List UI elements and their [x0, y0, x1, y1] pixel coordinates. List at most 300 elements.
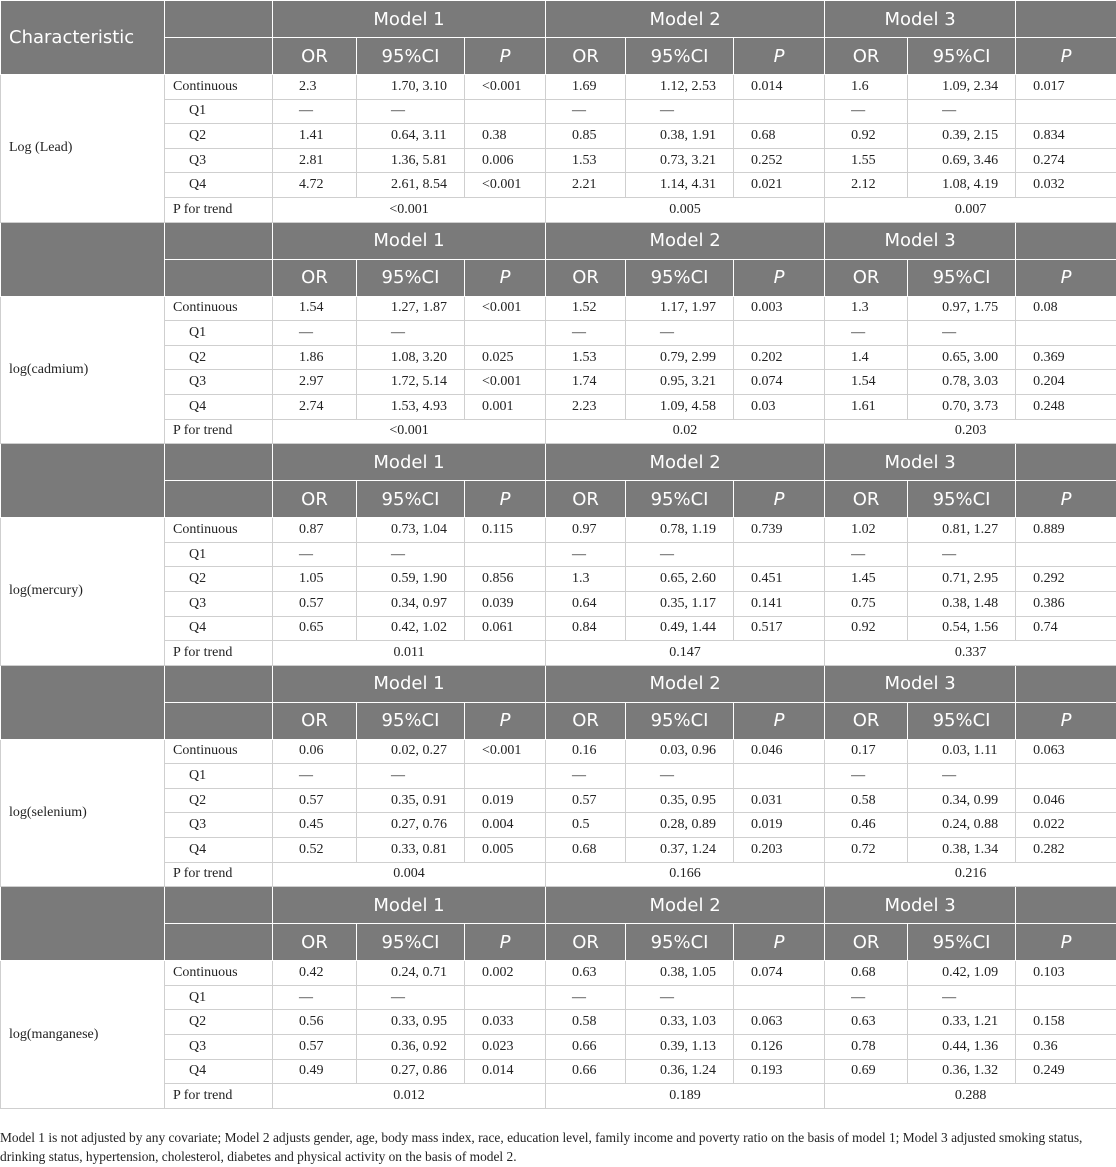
ci-value: 0.03, 1.11 — [908, 739, 1016, 764]
or-value: — — [825, 321, 908, 346]
table-row — [1, 961, 1116, 986]
or-value: 0.49 — [273, 1059, 357, 1084]
header-row-models — [1, 1, 1116, 38]
ci-value: 0.54, 1.56 — [908, 616, 1016, 641]
p-value: 0.003 — [734, 296, 825, 321]
or-value: 2.21 — [546, 173, 626, 198]
p-value — [734, 321, 825, 346]
or-value: 1.6 — [825, 75, 908, 100]
table-row — [1, 591, 1116, 616]
or-value: 0.92 — [825, 124, 908, 149]
or-value: — — [825, 764, 908, 789]
row-label: Q2 — [165, 567, 273, 592]
p-value: 0.103 — [1016, 961, 1116, 986]
or-value: 0.58 — [825, 788, 908, 813]
ci-value: 0.33, 1.21 — [908, 1010, 1016, 1035]
or-value: 1.61 — [825, 394, 908, 419]
row-label: Q1 — [165, 764, 273, 789]
ci-header: 95%CI — [357, 924, 465, 961]
or-header: OR — [825, 481, 908, 518]
ci-value: 0.70, 3.73 — [908, 394, 1016, 419]
ci-value: 0.78, 3.03 — [908, 370, 1016, 395]
p-value: 0.063 — [1016, 739, 1116, 764]
or-value: 0.66 — [546, 1059, 626, 1084]
p-value: 0.014 — [734, 75, 825, 100]
ci-header: 95%CI — [908, 924, 1016, 961]
ci-value: — — [357, 321, 465, 346]
ci-value: 0.38, 1.91 — [626, 124, 734, 149]
metal-label: log(mercury) — [1, 518, 165, 666]
p-value: 0.025 — [465, 345, 546, 370]
model-header: Model 3 — [825, 444, 1016, 481]
p-value: 0.019 — [734, 813, 825, 838]
ci-value: 0.59, 1.90 — [357, 567, 465, 592]
p-value: 0.014 — [465, 1059, 546, 1084]
p-header: P — [465, 259, 546, 296]
model-header: Model 1 — [273, 222, 546, 259]
model-header: Model 1 — [273, 1, 546, 38]
p-value: 0.022 — [1016, 813, 1116, 838]
ci-value: 0.34, 0.97 — [357, 591, 465, 616]
p-value: <0.001 — [465, 370, 546, 395]
blank-header — [1016, 1, 1116, 38]
trend-label: P for trend — [165, 197, 273, 222]
blank-header — [165, 222, 273, 259]
or-header: OR — [546, 38, 626, 75]
trend-label: P for trend — [165, 641, 273, 666]
p-value: 0.739 — [734, 518, 825, 543]
p-value — [1016, 985, 1116, 1010]
ci-header: 95%CI — [626, 924, 734, 961]
ci-value: 0.37, 1.24 — [626, 838, 734, 863]
trend-value: 0.166 — [546, 862, 825, 887]
metal-label: Log (Lead) — [1, 75, 165, 223]
p-header: P — [465, 38, 546, 75]
p-header: P — [1016, 259, 1116, 296]
trend-value: 0.147 — [546, 641, 825, 666]
metal-label: log(manganese) — [1, 961, 165, 1109]
p-value: 0.834 — [1016, 124, 1116, 149]
or-header: OR — [273, 924, 357, 961]
p-value — [465, 542, 546, 567]
ci-header: 95%CI — [626, 702, 734, 739]
p-value — [1016, 321, 1116, 346]
table-row — [1, 813, 1116, 838]
p-value: <0.001 — [465, 173, 546, 198]
p-value: 0.68 — [734, 124, 825, 149]
table-row — [1, 764, 1116, 789]
blank-header — [165, 665, 273, 702]
ci-header: 95%CI — [908, 259, 1016, 296]
row-label: Q4 — [165, 394, 273, 419]
trend-label: P for trend — [165, 419, 273, 444]
p-value: 0.023 — [465, 1035, 546, 1060]
model-header: Model 2 — [546, 222, 825, 259]
trend-value: 0.203 — [825, 419, 1116, 444]
or-value: 1.41 — [273, 124, 357, 149]
or-value: — — [273, 321, 357, 346]
ci-value: 0.35, 0.91 — [357, 788, 465, 813]
p-value: 0.274 — [1016, 148, 1116, 173]
trend-value: 0.216 — [825, 862, 1116, 887]
ci-value: 0.73, 1.04 — [357, 518, 465, 543]
p-header: P — [465, 702, 546, 739]
characteristic-header — [1, 222, 165, 296]
or-value: — — [546, 321, 626, 346]
table-row — [1, 1059, 1116, 1084]
p-value: 0.292 — [1016, 567, 1116, 592]
metal-label: log(selenium) — [1, 739, 165, 887]
blank-header — [165, 1, 273, 38]
ci-header: 95%CI — [908, 38, 1016, 75]
or-value: 1.53 — [546, 345, 626, 370]
or-value: 0.16 — [546, 739, 626, 764]
or-value: 0.64 — [546, 591, 626, 616]
p-value: 0.046 — [734, 739, 825, 764]
p-value: 0.158 — [1016, 1010, 1116, 1035]
or-value: 0.5 — [546, 813, 626, 838]
ci-value: 0.49, 1.44 — [626, 616, 734, 641]
row-label: Q2 — [165, 1010, 273, 1035]
p-value: 0.248 — [1016, 394, 1116, 419]
or-value: 0.84 — [546, 616, 626, 641]
or-value: 2.81 — [273, 148, 357, 173]
ci-value: 0.64, 3.11 — [357, 124, 465, 149]
p-header: P — [1016, 38, 1116, 75]
or-value: 0.06 — [273, 739, 357, 764]
p-value: 0.006 — [465, 148, 546, 173]
ci-header: 95%CI — [908, 702, 1016, 739]
ci-value: 0.79, 2.99 — [626, 345, 734, 370]
row-label: Continuous — [165, 961, 273, 986]
ci-value: 0.38, 1.05 — [626, 961, 734, 986]
p-value: 0.074 — [734, 370, 825, 395]
header-row-models — [1, 665, 1116, 702]
ci-value: 0.35, 1.17 — [626, 591, 734, 616]
p-value: <0.001 — [465, 75, 546, 100]
ci-value: — — [357, 99, 465, 124]
or-value: 0.52 — [273, 838, 357, 863]
blank-header — [1016, 665, 1116, 702]
p-value: <0.001 — [465, 739, 546, 764]
model-header: Model 3 — [825, 1, 1016, 38]
or-value: 1.45 — [825, 567, 908, 592]
ci-value: 0.71, 2.95 — [908, 567, 1016, 592]
blank-header — [165, 924, 273, 961]
table-row — [1, 788, 1116, 813]
ci-value: — — [357, 764, 465, 789]
p-value — [734, 99, 825, 124]
ci-value: 1.14, 4.31 — [626, 173, 734, 198]
blank-header — [165, 444, 273, 481]
ci-header: 95%CI — [357, 259, 465, 296]
or-header: OR — [825, 924, 908, 961]
or-value: 1.55 — [825, 148, 908, 173]
p-value: 0.08 — [1016, 296, 1116, 321]
p-value — [734, 542, 825, 567]
row-label: Q2 — [165, 788, 273, 813]
trend-value: 0.337 — [825, 641, 1116, 666]
ci-value: 1.70, 3.10 — [357, 75, 465, 100]
p-value: 0.031 — [734, 788, 825, 813]
p-value — [465, 985, 546, 1010]
ci-value: 0.27, 0.76 — [357, 813, 465, 838]
trend-row — [1, 641, 1116, 666]
ci-value: 0.78, 1.19 — [626, 518, 734, 543]
ci-value: 0.38, 1.34 — [908, 838, 1016, 863]
ci-value: 0.33, 0.81 — [357, 838, 465, 863]
ci-value: 0.35, 0.95 — [626, 788, 734, 813]
or-value: 0.57 — [273, 1035, 357, 1060]
or-value: 0.57 — [273, 591, 357, 616]
ci-value: 1.72, 5.14 — [357, 370, 465, 395]
table-footnote: Model 1 is not adjusted by any covariate; Model 2 adjusts gender, age, body mass index, race, education level, family income and poverty ratio on the basis of model 1; Model 3 adjusted smoking status, drinking status, hypertension, cholesterol, diabetes and physical activity on the basis of model 2. — [0, 1130, 1083, 1164]
p-value: 0.063 — [734, 1010, 825, 1035]
ci-value: — — [357, 542, 465, 567]
p-value: 0.252 — [734, 148, 825, 173]
model-header: Model 3 — [825, 222, 1016, 259]
row-label: Continuous — [165, 296, 273, 321]
ci-value: 1.09, 4.58 — [626, 394, 734, 419]
or-header: OR — [273, 38, 357, 75]
trend-value: 0.004 — [273, 862, 546, 887]
p-header: P — [1016, 481, 1116, 518]
ci-value: — — [908, 985, 1016, 1010]
or-value: 1.74 — [546, 370, 626, 395]
or-value: 1.54 — [273, 296, 357, 321]
or-value: 1.52 — [546, 296, 626, 321]
model-header: Model 2 — [546, 444, 825, 481]
ci-value: 1.27, 1.87 — [357, 296, 465, 321]
or-value: 1.3 — [825, 296, 908, 321]
ci-value: 0.24, 0.88 — [908, 813, 1016, 838]
p-value: 0.249 — [1016, 1059, 1116, 1084]
ci-header: 95%CI — [626, 259, 734, 296]
ci-value: 0.27, 0.86 — [357, 1059, 465, 1084]
blank-header — [165, 38, 273, 75]
header-row-models — [1, 887, 1116, 924]
p-value — [465, 99, 546, 124]
table-row — [1, 616, 1116, 641]
ci-value: 0.28, 0.89 — [626, 813, 734, 838]
or-value: 0.57 — [546, 788, 626, 813]
model-header: Model 2 — [546, 887, 825, 924]
ci-value: 0.44, 1.36 — [908, 1035, 1016, 1060]
p-value: 0.032 — [1016, 173, 1116, 198]
p-value: 0.38 — [465, 124, 546, 149]
trend-value: <0.001 — [273, 197, 546, 222]
or-value: — — [273, 542, 357, 567]
or-value: 1.69 — [546, 75, 626, 100]
or-value: 0.58 — [546, 1010, 626, 1035]
table-row — [1, 739, 1116, 764]
or-value: 2.12 — [825, 173, 908, 198]
table-row — [1, 345, 1116, 370]
or-value: 1.86 — [273, 345, 357, 370]
trend-value: 0.005 — [546, 197, 825, 222]
or-value: 0.92 — [825, 616, 908, 641]
ci-header: 95%CI — [357, 481, 465, 518]
or-value: 0.72 — [825, 838, 908, 863]
p-value: 0.074 — [734, 961, 825, 986]
p-value: 0.019 — [465, 788, 546, 813]
row-label: Q1 — [165, 985, 273, 1010]
ci-value: 0.42, 1.09 — [908, 961, 1016, 986]
or-value: 0.85 — [546, 124, 626, 149]
or-value: 0.65 — [273, 616, 357, 641]
ci-value: — — [357, 985, 465, 1010]
or-value: 0.46 — [825, 813, 908, 838]
p-value: 0.03 — [734, 394, 825, 419]
p-value: 0.001 — [465, 394, 546, 419]
model-header: Model 2 — [546, 665, 825, 702]
or-value: — — [273, 764, 357, 789]
ci-value: 1.08, 3.20 — [357, 345, 465, 370]
trend-value: 0.012 — [273, 1084, 546, 1109]
or-value: — — [825, 542, 908, 567]
or-value: 0.68 — [825, 961, 908, 986]
header-row-columns — [1, 924, 1116, 961]
trend-value: <0.001 — [273, 419, 546, 444]
table-row — [1, 124, 1116, 149]
table-row — [1, 148, 1116, 173]
p-value: 0.115 — [465, 518, 546, 543]
trend-value: 0.189 — [546, 1084, 825, 1109]
or-value: 2.74 — [273, 394, 357, 419]
ci-header: 95%CI — [357, 38, 465, 75]
characteristic-header — [1, 887, 165, 961]
blank-header — [165, 259, 273, 296]
ci-header: 95%CI — [626, 38, 734, 75]
row-label: Q1 — [165, 542, 273, 567]
ci-value: 0.39, 2.15 — [908, 124, 1016, 149]
header-row-columns — [1, 259, 1116, 296]
or-value: 0.97 — [546, 518, 626, 543]
blank-header — [165, 702, 273, 739]
or-value: 2.97 — [273, 370, 357, 395]
ci-value: 2.61, 8.54 — [357, 173, 465, 198]
row-label: Q2 — [165, 124, 273, 149]
p-value — [1016, 764, 1116, 789]
ci-value: 1.09, 2.34 — [908, 75, 1016, 100]
or-value: — — [825, 99, 908, 124]
ci-value: 0.03, 0.96 — [626, 739, 734, 764]
or-header: OR — [825, 259, 908, 296]
table-row — [1, 99, 1116, 124]
or-header: OR — [273, 481, 357, 518]
table-row — [1, 542, 1116, 567]
p-header: P — [734, 38, 825, 75]
characteristic-header — [1, 665, 165, 739]
p-value: 0.856 — [465, 567, 546, 592]
trend-label: P for trend — [165, 1084, 273, 1109]
table-row — [1, 518, 1116, 543]
p-value: 0.36 — [1016, 1035, 1116, 1060]
ci-value: 0.34, 0.99 — [908, 788, 1016, 813]
p-value: 0.282 — [1016, 838, 1116, 863]
or-value: 0.57 — [273, 788, 357, 813]
row-label: Q3 — [165, 148, 273, 173]
p-header: P — [734, 702, 825, 739]
ci-header: 95%CI — [357, 702, 465, 739]
or-header: OR — [825, 38, 908, 75]
p-value: 0.017 — [1016, 75, 1116, 100]
p-value — [1016, 99, 1116, 124]
p-value: 0.021 — [734, 173, 825, 198]
row-label: Q1 — [165, 99, 273, 124]
ci-value: — — [908, 542, 1016, 567]
trend-value: 0.288 — [825, 1084, 1116, 1109]
or-header: OR — [546, 481, 626, 518]
row-label: Q1 — [165, 321, 273, 346]
ci-value: 0.42, 1.02 — [357, 616, 465, 641]
or-value: 0.63 — [546, 961, 626, 986]
or-value: 2.23 — [546, 394, 626, 419]
or-value: — — [825, 985, 908, 1010]
row-label: Q4 — [165, 1059, 273, 1084]
ci-value: 0.36, 1.24 — [626, 1059, 734, 1084]
or-value: 1.3 — [546, 567, 626, 592]
blank-header — [1016, 222, 1116, 259]
blank-header — [165, 481, 273, 518]
characteristic-header: Characteristic — [1, 1, 165, 75]
or-value: 1.53 — [546, 148, 626, 173]
p-value — [734, 764, 825, 789]
p-value: 0.451 — [734, 567, 825, 592]
trend-value: 0.007 — [825, 197, 1116, 222]
or-header: OR — [546, 924, 626, 961]
trend-value: 0.011 — [273, 641, 546, 666]
ci-value: — — [908, 321, 1016, 346]
table-row — [1, 985, 1116, 1010]
row-label: Q4 — [165, 838, 273, 863]
ci-value: 0.97, 1.75 — [908, 296, 1016, 321]
ci-value: 0.24, 0.71 — [357, 961, 465, 986]
or-value: 0.66 — [546, 1035, 626, 1060]
ci-value: 0.95, 3.21 — [626, 370, 734, 395]
or-value: 1.54 — [825, 370, 908, 395]
model-header: Model 1 — [273, 444, 546, 481]
ci-value: — — [626, 542, 734, 567]
ci-value: 0.65, 2.60 — [626, 567, 734, 592]
header-row-models — [1, 444, 1116, 481]
model-header: Model 3 — [825, 887, 1016, 924]
or-value: 0.56 — [273, 1010, 357, 1035]
ci-value: — — [626, 764, 734, 789]
row-label: Continuous — [165, 739, 273, 764]
row-label: Q3 — [165, 370, 273, 395]
or-header: OR — [273, 259, 357, 296]
table-row — [1, 75, 1116, 100]
p-value: 0.141 — [734, 591, 825, 616]
model-header: Model 1 — [273, 887, 546, 924]
p-header: P — [1016, 924, 1116, 961]
p-value: 0.002 — [465, 961, 546, 986]
ci-value: 0.81, 1.27 — [908, 518, 1016, 543]
p-value — [465, 321, 546, 346]
header-row-columns — [1, 38, 1116, 75]
trend-row — [1, 1084, 1116, 1109]
trend-row — [1, 862, 1116, 887]
or-value: 1.4 — [825, 345, 908, 370]
p-value: 0.74 — [1016, 616, 1116, 641]
row-label: Q3 — [165, 1035, 273, 1060]
table-row — [1, 838, 1116, 863]
table-row — [1, 370, 1116, 395]
p-value: 0.039 — [465, 591, 546, 616]
ci-value: — — [626, 985, 734, 1010]
ci-value: 0.69, 3.46 — [908, 148, 1016, 173]
